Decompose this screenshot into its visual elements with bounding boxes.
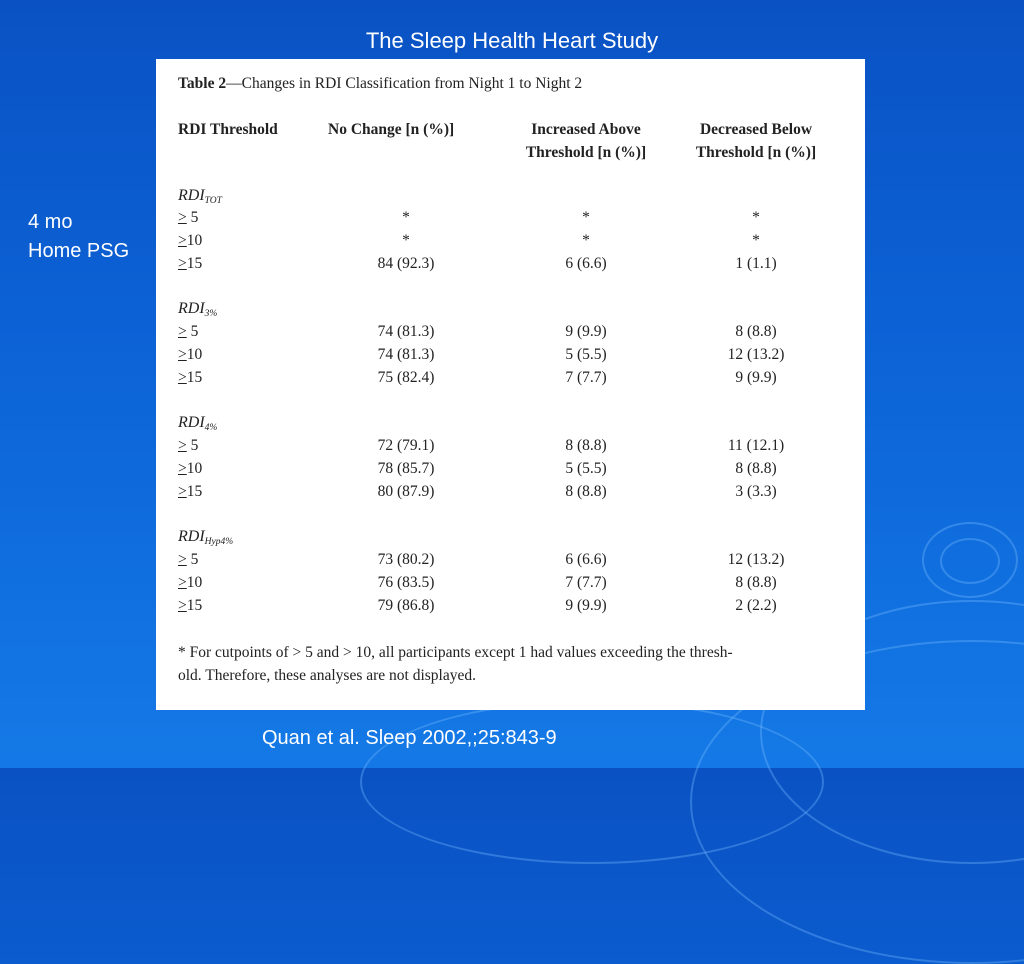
threshold-symbol: >	[178, 437, 187, 454]
threshold-cell	[178, 323, 198, 341]
side-label-line1: 4 mo	[28, 211, 73, 233]
threshold-cell	[178, 483, 202, 501]
table-caption-text: —Changes in RDI Classification from Night 1 to Night 2	[226, 75, 583, 92]
no-change-cell: 76 (83.5)	[377, 574, 435, 591]
no-change-cell: 75 (82.4)	[377, 369, 435, 386]
group-label-rdi-3	[178, 300, 217, 319]
decreased-cell: 11 (12.1)	[727, 437, 785, 454]
citation: Quan et al. Sleep 2002,;25:843-9	[262, 727, 557, 749]
group-label-rdi-tot	[178, 187, 222, 206]
table-row	[156, 574, 865, 597]
decreased-cell: 8 (8.8)	[735, 574, 777, 591]
threshold-number: 15	[186, 483, 203, 500]
group-label-rdi-hyp4	[178, 528, 233, 547]
header-decreased	[666, 118, 846, 164]
threshold-cell	[178, 460, 202, 478]
slide-title: The Sleep Health Heart Study	[365, 28, 659, 53]
decreased-cell: *	[752, 209, 760, 226]
threshold-symbol: >	[178, 574, 187, 591]
table-row	[156, 551, 865, 574]
increased-cell: 8 (8.8)	[565, 483, 607, 500]
no-change-cell: 74 (81.3)	[377, 323, 435, 340]
threshold-number: 15	[186, 597, 203, 614]
table-caption-label: Table 2	[178, 75, 227, 92]
increased-cell: *	[582, 209, 590, 226]
footnote-line1: * For cutpoints of > 5 and > 10, all participants except 1 had values exceeding the thresh-	[178, 644, 733, 661]
group-name: RDI	[178, 187, 205, 204]
group-name: RDI	[178, 300, 205, 317]
threshold-symbol: >	[178, 551, 187, 568]
group-subscript: 4%	[204, 423, 218, 433]
header-increased-line2: Threshold [n (%)]	[525, 144, 647, 161]
increased-cell: 5 (5.5)	[565, 460, 607, 477]
header-decreased-line1: Decreased Below	[699, 121, 813, 138]
no-change-cell: 74 (81.3)	[377, 346, 435, 363]
threshold-symbol: >	[178, 323, 187, 340]
ripple-decoration	[922, 522, 1018, 598]
threshold-cell	[178, 597, 202, 615]
threshold-cell	[178, 232, 202, 250]
group-subscript: Hyp4%	[204, 537, 234, 547]
header-increased-line1: Increased Above	[531, 121, 641, 138]
table-row	[156, 437, 865, 460]
threshold-number: 15	[186, 369, 203, 386]
threshold-number: 5	[186, 323, 199, 340]
table-row	[156, 209, 865, 232]
table-caption	[178, 75, 582, 93]
increased-cell: 8 (8.8)	[565, 437, 607, 454]
table-image-panel	[156, 59, 865, 710]
ripple-decoration	[360, 700, 824, 864]
threshold-number: 10	[186, 346, 203, 363]
no-change-cell: 80 (87.9)	[377, 483, 435, 500]
table-row	[156, 346, 865, 369]
group-name: RDI	[178, 528, 205, 545]
decreased-cell: 12 (13.2)	[727, 551, 785, 568]
group-name: RDI	[178, 414, 205, 431]
header-decreased-line2: Threshold [n (%)]	[695, 144, 817, 161]
header-rdi-threshold: RDI Threshold	[178, 121, 278, 138]
threshold-number: 5	[186, 437, 199, 454]
decreased-cell: *	[752, 232, 760, 249]
threshold-number: 10	[186, 460, 203, 477]
increased-cell: *	[582, 232, 590, 249]
side-label-line2: Home PSG	[28, 240, 130, 262]
no-change-cell: 79 (86.8)	[377, 597, 435, 614]
threshold-cell	[178, 551, 198, 569]
table-row	[156, 232, 865, 255]
table-row	[156, 323, 865, 346]
increased-cell: 7 (7.7)	[565, 574, 607, 591]
threshold-symbol: >	[178, 232, 187, 249]
threshold-symbol: >	[178, 597, 187, 614]
increased-cell: 5 (5.5)	[565, 346, 607, 363]
increased-cell: 9 (9.9)	[565, 597, 607, 614]
threshold-cell	[178, 255, 202, 273]
increased-cell: 7 (7.7)	[565, 369, 607, 386]
threshold-symbol: >	[178, 483, 187, 500]
decreased-cell: 1 (1.1)	[735, 255, 777, 272]
threshold-symbol: >	[178, 369, 187, 386]
threshold-number: 5	[186, 551, 199, 568]
threshold-number: 10	[186, 232, 203, 249]
header-no-change: No Change [n (%)]	[328, 121, 455, 138]
table-row	[156, 460, 865, 483]
table-footnote	[178, 641, 848, 687]
threshold-cell	[178, 574, 202, 592]
no-change-cell: 84 (92.3)	[377, 255, 435, 272]
no-change-cell: *	[402, 209, 410, 226]
increased-cell: 6 (6.6)	[565, 551, 607, 568]
threshold-number: 10	[186, 574, 203, 591]
decreased-cell: 8 (8.8)	[735, 460, 777, 477]
threshold-number: 15	[186, 255, 203, 272]
threshold-cell	[178, 369, 202, 387]
footnote-line2: old. Therefore, these analyses are not displayed.	[178, 667, 476, 684]
table-row	[156, 483, 865, 506]
table-row	[156, 597, 865, 620]
side-label	[28, 208, 129, 266]
decreased-cell: 9 (9.9)	[735, 369, 777, 386]
group-label-rdi-4	[178, 414, 217, 433]
threshold-cell	[178, 437, 198, 455]
increased-cell: 9 (9.9)	[565, 323, 607, 340]
group-subscript: TOT	[204, 196, 222, 206]
threshold-symbol: >	[178, 209, 187, 226]
threshold-symbol: >	[178, 255, 187, 272]
table-row	[156, 369, 865, 392]
no-change-cell: *	[402, 232, 410, 249]
threshold-cell	[178, 209, 198, 227]
decreased-cell: 3 (3.3)	[735, 483, 777, 500]
threshold-symbol: >	[178, 460, 187, 477]
header-increased	[496, 118, 676, 164]
decreased-cell: 2 (2.2)	[735, 597, 777, 614]
table-row	[156, 255, 865, 278]
decreased-cell: 12 (13.2)	[727, 346, 785, 363]
increased-cell: 6 (6.6)	[565, 255, 607, 272]
no-change-cell: 73 (80.2)	[377, 551, 435, 568]
decreased-cell: 8 (8.8)	[735, 323, 777, 340]
no-change-cell: 78 (85.7)	[377, 460, 435, 477]
threshold-cell	[178, 346, 202, 364]
threshold-number: 5	[186, 209, 199, 226]
threshold-symbol: >	[178, 346, 187, 363]
group-subscript: 3%	[204, 309, 218, 319]
no-change-cell: 72 (79.1)	[377, 437, 435, 454]
